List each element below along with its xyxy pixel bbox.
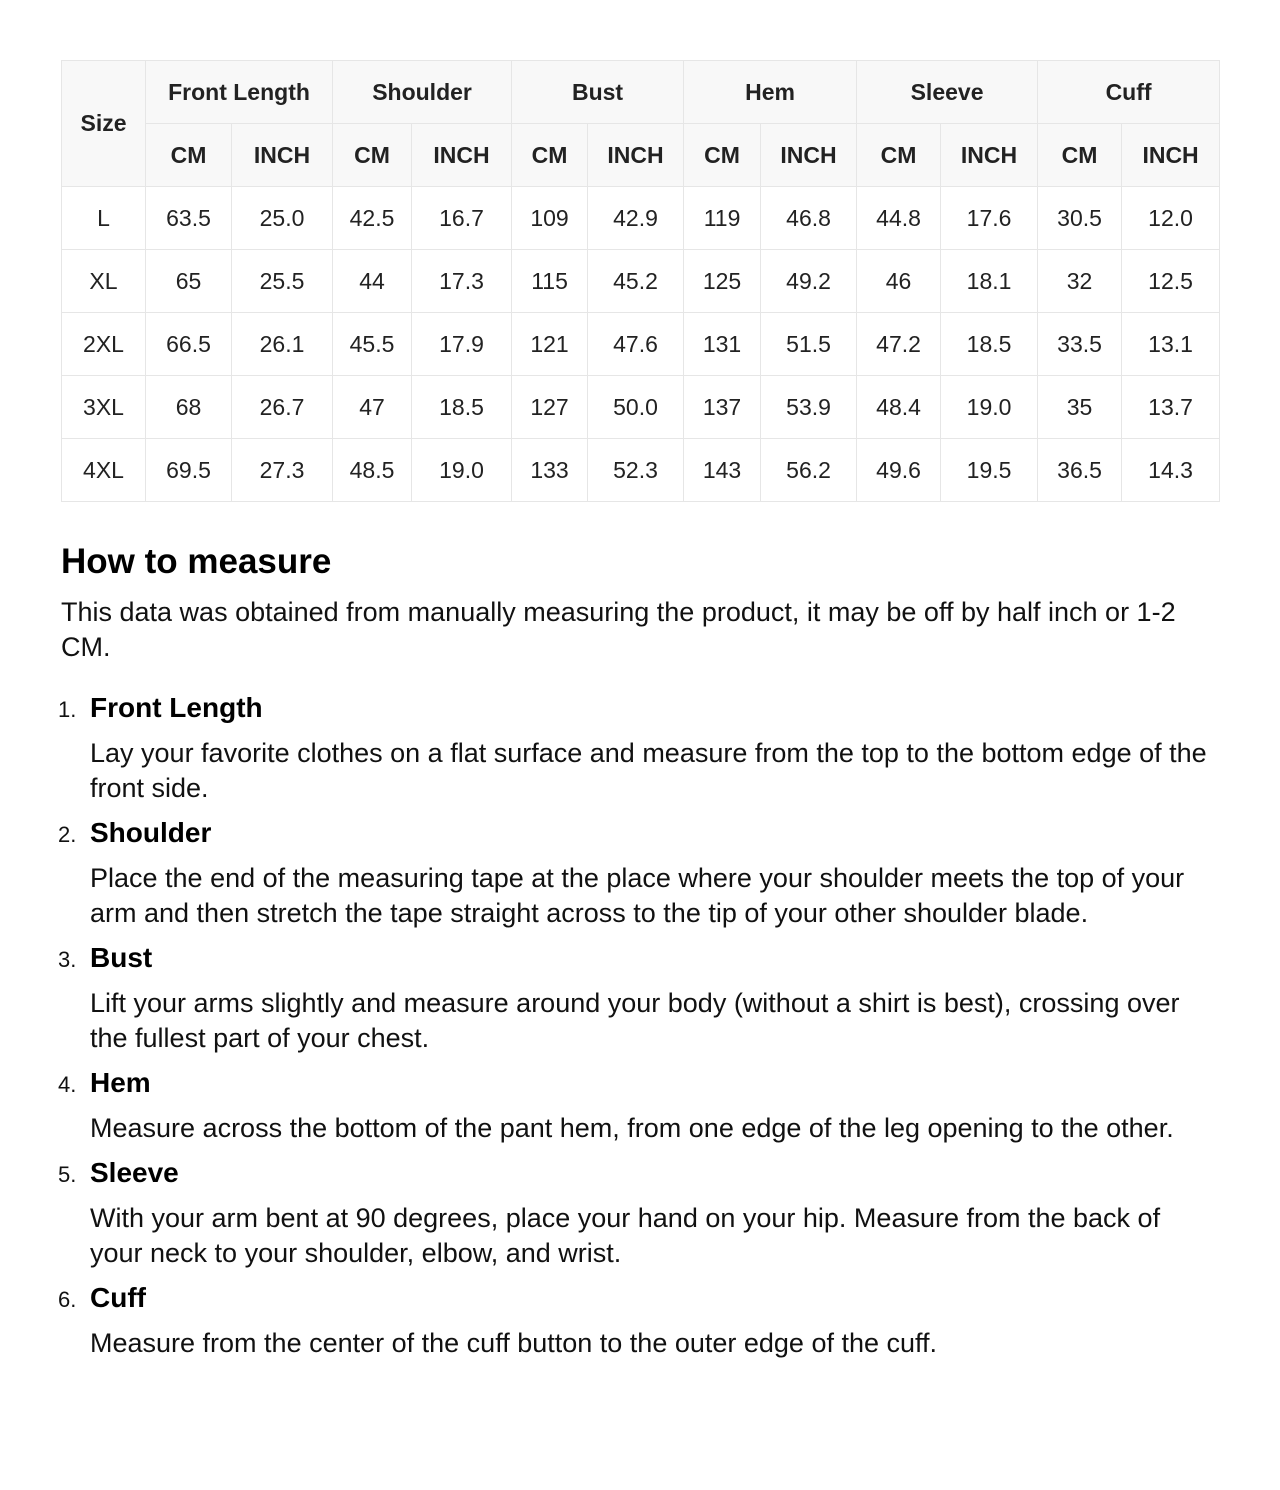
unit-header-cm: CM xyxy=(857,124,941,187)
group-header-front-length: Front Length xyxy=(146,61,333,124)
table-cell: 127 xyxy=(512,376,588,439)
group-header-shoulder: Shoulder xyxy=(333,61,512,124)
table-row xyxy=(62,439,1220,502)
table-cell: 14.3 xyxy=(1122,439,1220,502)
table-cell: 12.0 xyxy=(1122,187,1220,250)
unit-header-inch: INCH xyxy=(761,124,857,187)
unit-header-inch: INCH xyxy=(941,124,1038,187)
table-cell-size: 2XL xyxy=(62,313,146,376)
list-item xyxy=(58,1156,1220,1271)
table-cell: 51.5 xyxy=(761,313,857,376)
table-cell: 26.7 xyxy=(232,376,333,439)
table-cell: 16.7 xyxy=(412,187,512,250)
table-cell: 36.5 xyxy=(1038,439,1122,502)
table-cell: 46 xyxy=(857,250,941,313)
measure-steps-list xyxy=(58,691,1220,1361)
step-number: 5. xyxy=(58,1162,77,1187)
table-cell: 44.8 xyxy=(857,187,941,250)
table-cell: 19.0 xyxy=(941,376,1038,439)
table-cell: 131 xyxy=(684,313,761,376)
table-cell: 115 xyxy=(512,250,588,313)
list-item xyxy=(58,1066,1220,1146)
unit-header-inch: INCH xyxy=(588,124,684,187)
unit-header-cm: CM xyxy=(512,124,588,187)
table-cell: 19.0 xyxy=(412,439,512,502)
table-cell: 17.3 xyxy=(412,250,512,313)
table-cell: 137 xyxy=(684,376,761,439)
group-header-bust: Bust xyxy=(512,61,684,124)
how-to-measure-title: How to measure xyxy=(61,542,332,581)
table-cell: 33.5 xyxy=(1038,313,1122,376)
table-cell: 66.5 xyxy=(146,313,232,376)
table-cell: 133 xyxy=(512,439,588,502)
table-row xyxy=(62,187,1220,250)
step-title: Bust xyxy=(90,942,153,973)
how-to-measure-intro: This data was obtained from manually measuring the product, it may be off by half inch or 1-2 CM. xyxy=(61,597,1176,662)
step-description: With your arm bent at 90 degrees, place your hand on your hip. Measure from the back of your neck to your shoulder, elbow, and wrist. xyxy=(90,1203,1161,1268)
table-cell: 109 xyxy=(512,187,588,250)
table-cell: 52.3 xyxy=(588,439,684,502)
unit-header-inch: INCH xyxy=(412,124,512,187)
table-cell: 18.5 xyxy=(412,376,512,439)
group-header-row xyxy=(62,61,1220,124)
table-cell: 25.5 xyxy=(232,250,333,313)
step-number: 3. xyxy=(58,947,77,972)
step-title: Cuff xyxy=(90,1282,146,1313)
table-cell: 13.7 xyxy=(1122,376,1220,439)
unit-header-cm: CM xyxy=(146,124,232,187)
table-cell: 45.5 xyxy=(333,313,412,376)
table-cell: 121 xyxy=(512,313,588,376)
step-number: 2. xyxy=(58,822,77,847)
step-title: Front Length xyxy=(90,692,263,723)
table-cell: 42.5 xyxy=(333,187,412,250)
list-item xyxy=(58,1281,1220,1361)
table-row xyxy=(62,250,1220,313)
table-cell: 49.6 xyxy=(857,439,941,502)
table-cell: 125 xyxy=(684,250,761,313)
step-description: Measure across the bottom of the pant hem, from one edge of the leg opening to the other. xyxy=(90,1113,1174,1143)
list-item xyxy=(58,941,1220,1056)
table-cell-size: 3XL xyxy=(62,376,146,439)
table-cell: 50.0 xyxy=(588,376,684,439)
table-cell-size: XL xyxy=(62,250,146,313)
table-cell: 44 xyxy=(333,250,412,313)
group-header-hem: Hem xyxy=(684,61,857,124)
group-header-sleeve: Sleeve xyxy=(857,61,1038,124)
table-cell: 69.5 xyxy=(146,439,232,502)
unit-header-cm: CM xyxy=(333,124,412,187)
list-item xyxy=(58,691,1220,806)
table-body xyxy=(62,187,1220,502)
table-cell: 49.2 xyxy=(761,250,857,313)
table-cell: 26.1 xyxy=(232,313,333,376)
step-description: Measure from the center of the cuff button to the outer edge of the cuff. xyxy=(90,1328,938,1358)
table-cell: 42.9 xyxy=(588,187,684,250)
group-header-cuff: Cuff xyxy=(1038,61,1220,124)
table-header xyxy=(62,61,1220,187)
list-item xyxy=(58,816,1220,931)
table-cell: 17.9 xyxy=(412,313,512,376)
table-cell: 12.5 xyxy=(1122,250,1220,313)
step-number: 6. xyxy=(58,1287,77,1312)
table-cell: 47 xyxy=(333,376,412,439)
step-number: 4. xyxy=(58,1072,77,1097)
table-cell: 48.4 xyxy=(857,376,941,439)
step-description: Place the end of the measuring tape at the place where your shoulder meets the top of your arm and then stretch the tape straight across to the tip of your other shoulder blade. xyxy=(90,863,1185,928)
unit-header-cm: CM xyxy=(684,124,761,187)
table-cell: 25.0 xyxy=(232,187,333,250)
table-cell: 119 xyxy=(684,187,761,250)
table-cell: 56.2 xyxy=(761,439,857,502)
step-title: Sleeve xyxy=(90,1157,179,1188)
unit-header-cm: CM xyxy=(1038,124,1122,187)
table-cell: 18.5 xyxy=(941,313,1038,376)
step-number: 1. xyxy=(58,697,77,722)
unit-header-inch: INCH xyxy=(232,124,333,187)
table-cell: 47.2 xyxy=(857,313,941,376)
table-cell-size: 4XL xyxy=(62,439,146,502)
table-cell: 68 xyxy=(146,376,232,439)
table-cell: 30.5 xyxy=(1038,187,1122,250)
table-cell: 53.9 xyxy=(761,376,857,439)
table-cell: 65 xyxy=(146,250,232,313)
table-cell: 18.1 xyxy=(941,250,1038,313)
step-title: Hem xyxy=(90,1067,151,1098)
table-cell: 32 xyxy=(1038,250,1122,313)
table-row xyxy=(62,376,1220,439)
table-cell: 63.5 xyxy=(146,187,232,250)
table-cell-size: L xyxy=(62,187,146,250)
unit-header-row xyxy=(62,124,1220,187)
table-cell: 47.6 xyxy=(588,313,684,376)
table-cell: 17.6 xyxy=(941,187,1038,250)
table-cell: 143 xyxy=(684,439,761,502)
table-cell: 46.8 xyxy=(761,187,857,250)
table-row xyxy=(62,313,1220,376)
table-cell: 45.2 xyxy=(588,250,684,313)
table-cell: 27.3 xyxy=(232,439,333,502)
size-chart-table xyxy=(61,60,1220,502)
step-title: Shoulder xyxy=(90,817,212,848)
table-cell: 19.5 xyxy=(941,439,1038,502)
table-cell: 35 xyxy=(1038,376,1122,439)
step-description: Lay your favorite clothes on a flat surface and measure from the top to the bottom edge of the front side. xyxy=(90,738,1207,803)
step-description: Lift your arms slightly and measure around your body (without a shirt is best), crossing over the fullest part of your chest. xyxy=(90,988,1180,1053)
table-cell: 48.5 xyxy=(333,439,412,502)
size-column-header: Size xyxy=(62,61,146,187)
unit-header-inch: INCH xyxy=(1122,124,1220,187)
table-cell: 13.1 xyxy=(1122,313,1220,376)
